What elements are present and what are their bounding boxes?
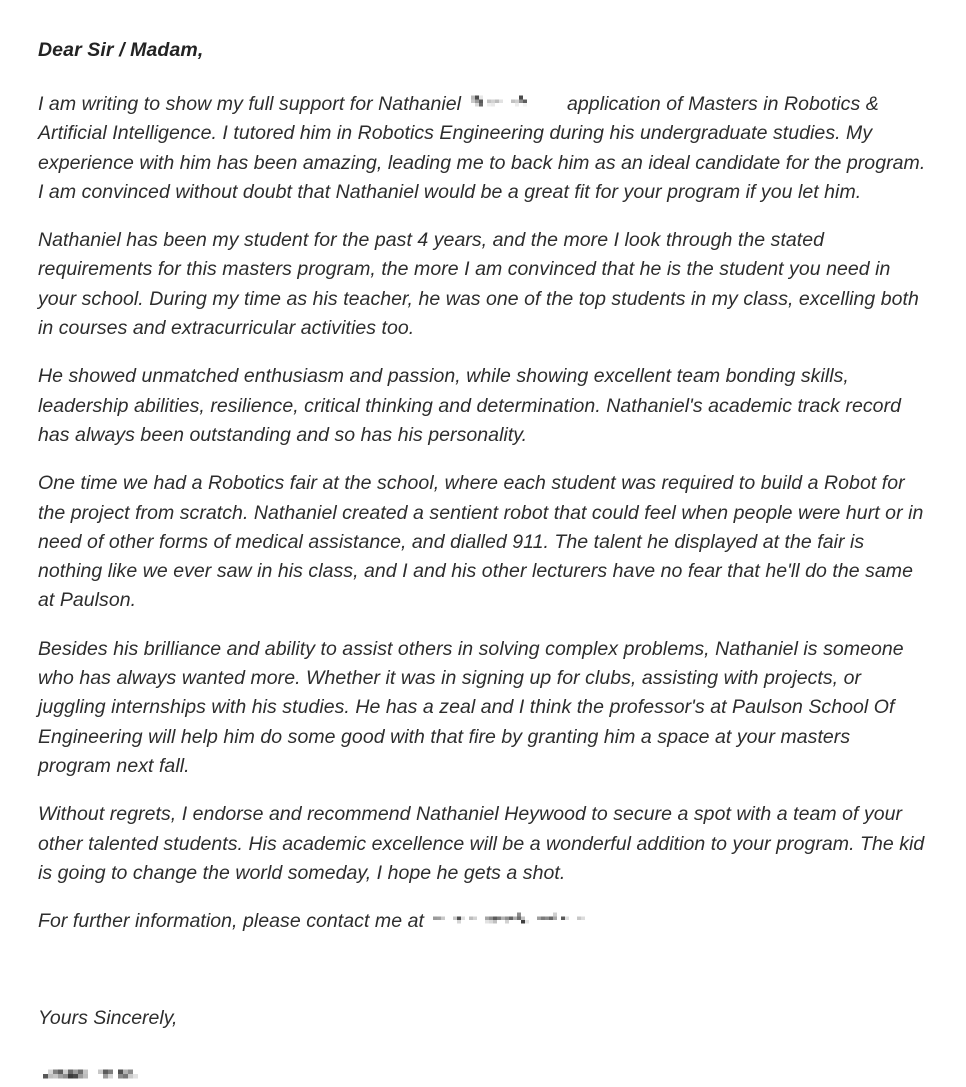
paragraph-intro	[38, 90, 928, 207]
paragraph-endorsement: Without regrets, I endorse and recommend Nathaniel Heywood to secure a spot with a team of your other talented students. His academic excellence will be a wonderful addition to your program. The kid is going to change the world someday, I hope he gets a shot.	[38, 803, 925, 884]
signature-wrap	[38, 1061, 928, 1087]
paragraph-student-history: Nathaniel has been my student for the past 4 years, and the more I look through the stated requirements for this masters program, the more I am convinced that he is the student you need in your school. During my time as his teacher, he was one of the top students in my class, excelling both in courses and extracurricular activities too.	[38, 229, 919, 340]
paragraph-ambition: Besides his brilliance and ability to assist others in solving complex problems, Nathaniel is someone who has always wanted more. Whether it was in signing up for clubs, assisting with projects, or juggling internships with his studies. He has a zeal and I think the professor's at Paulson School Of Engineering will help him do some good with that fire by granting him a space at your masters program next fall.	[38, 637, 904, 777]
paragraph-robotics-fair: One time we had a Robotics fair at the school, where each student was required to build a Robot for the project from scratch. Nathaniel created a sentient robot that could feel when people were hurt or in need of other forms of medical assistance, and dialled 911. The talent he displayed at the fair is nothing like we ever saw in his class, and I and his other lecturers have no fear that he'll do the same at Paulson.	[38, 472, 924, 612]
paragraph-contact	[38, 907, 928, 936]
redacted-signature-block	[38, 1061, 183, 1087]
closing-salutation: Yours Sincerely,	[38, 1007, 178, 1030]
paragraph-intro-text-after: application of Masters in Robotics & Artificial Intelligence. I tutored him in Robotics Engineering during his undergraduate studies. My experience with him has been amazing, leading me to back him as an ideal candidate for the program. I am convinced without doubt that Nathaniel would be a great fit for your program if you let him.	[38, 93, 926, 203]
redacted-name-block	[467, 92, 563, 114]
paragraph-qualities: He showed unmatched enthusiasm and passion, while showing excellent team bonding skills, leadership abilities, resilience, critical thinking and determination. Nathaniel's academic track record has always been outstanding and so has his personality.	[38, 365, 902, 446]
salutation: Dear Sir / Madam,	[38, 39, 204, 61]
closing-block	[38, 1004, 928, 1086]
paragraph-contact-text: For further information, please contact me at	[38, 910, 424, 933]
redacted-contact-block	[429, 909, 649, 931]
paragraph-intro-text-before: I am writing to show my full support for Nathaniel	[38, 93, 462, 115]
